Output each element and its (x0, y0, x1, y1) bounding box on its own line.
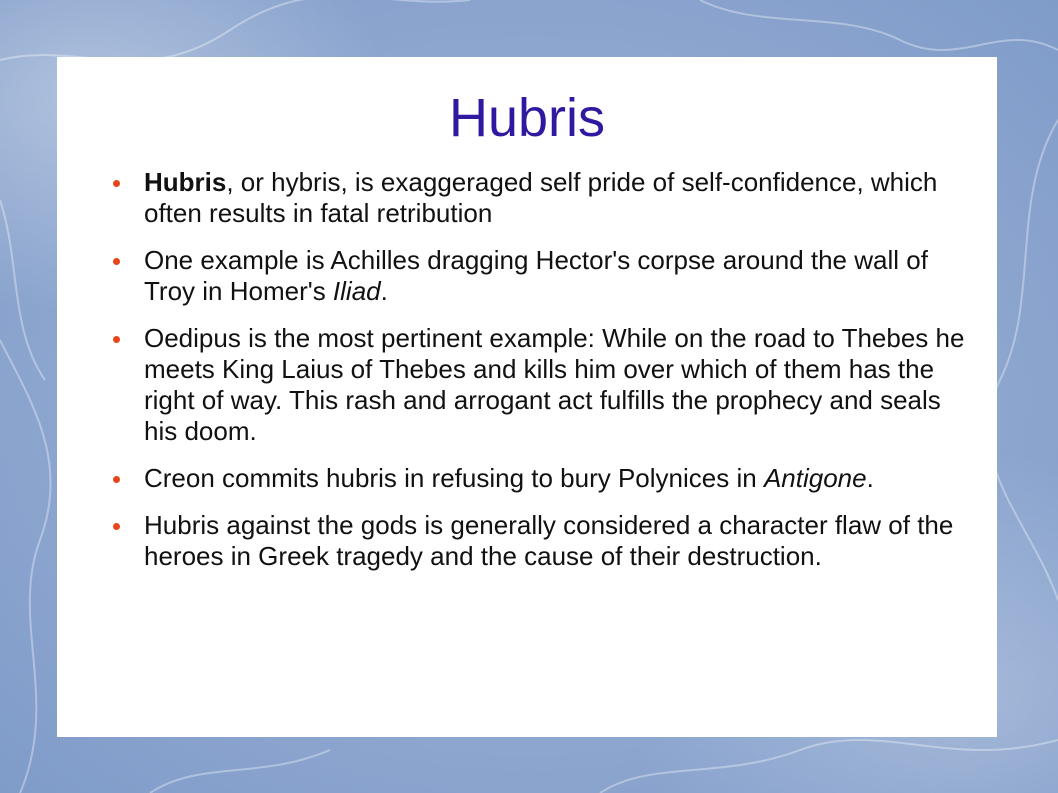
bullet-text (144, 245, 975, 307)
bullet-dot-icon (113, 258, 120, 265)
bullet-item (85, 167, 975, 229)
bullet-dot-icon (113, 476, 120, 483)
bullet-text (144, 463, 975, 494)
bullet-body: Oedipus is the most pertinent example: While on the road to Thebes he meets King Laius of Thebes and kills him over which of them has the right of way. This rash and arrogant act fulfills the prophecy and seals his doom. (144, 323, 965, 446)
bullet-body: Creon commits hubris in refusing to bury Polynices in (144, 463, 764, 493)
bullet-text (144, 167, 975, 229)
bullet-item (85, 323, 975, 447)
bullet-text (144, 510, 975, 572)
bullet-trailing: . (866, 463, 874, 493)
bullet-dot-icon (113, 336, 120, 343)
bullet-dot-icon (113, 523, 120, 530)
bullet-item (85, 245, 975, 307)
bullet-body: One example is Achilles dragging Hector's corpse around the wall of Troy in Homer's (144, 245, 928, 306)
slide-title: Hubris (448, 88, 606, 148)
bullet-trailing: . (380, 276, 388, 306)
bullet-emphasis-title: Iliad (332, 276, 381, 306)
bullet-text (144, 323, 975, 447)
bullet-dot-icon (113, 180, 120, 187)
bullet-emphasis-title: Antigone (763, 463, 867, 493)
bullet-item (85, 510, 975, 572)
bullet-strong-term: Hubris (144, 167, 227, 197)
bullet-item (85, 463, 975, 494)
slide-panel (57, 57, 997, 737)
bullet-list (85, 167, 975, 588)
bullet-body: Hubris against the gods is generally considered a character flaw of the heroes in Greek tragedy and the cause of their destruction. (144, 510, 954, 571)
bullet-body: , or hybris, is exaggeraged self pride of self-confidence, which often results in fatal retribution (144, 167, 938, 228)
